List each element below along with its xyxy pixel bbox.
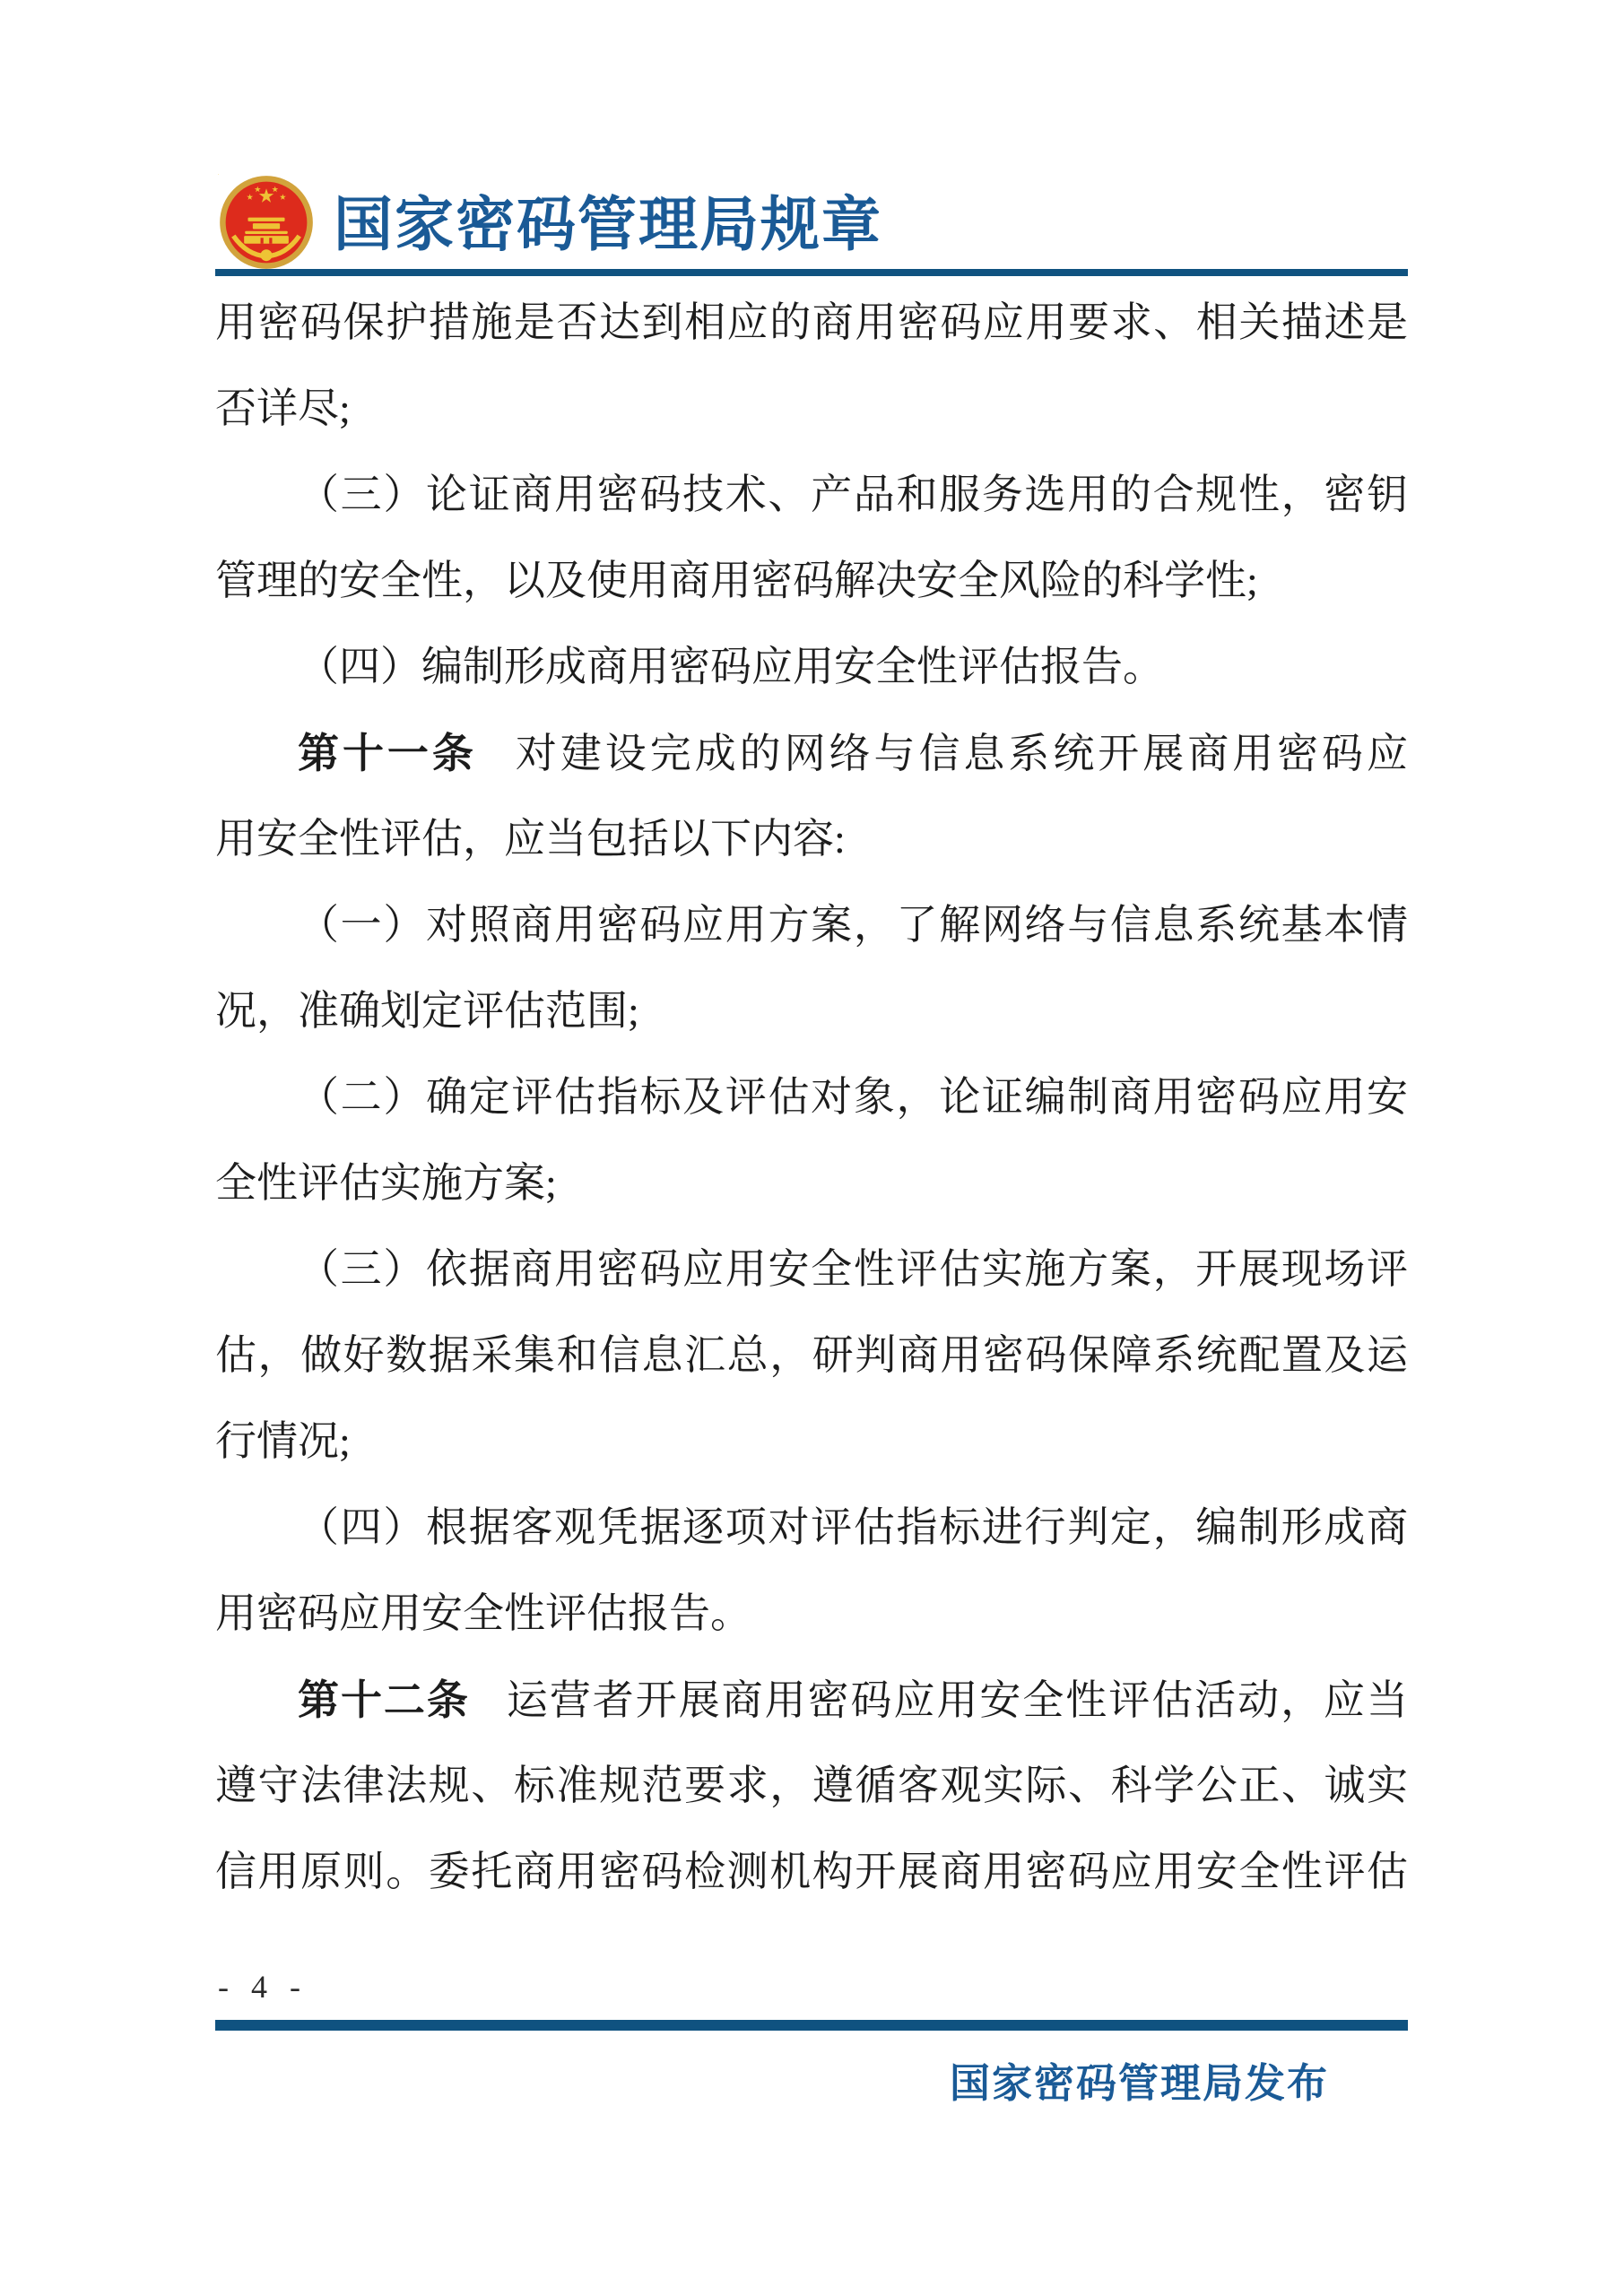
body-line — [215, 280, 1408, 366]
line-text: （三）依据商用密码应用安全性评估实施方案，开展现场评 — [298, 1246, 1408, 1292]
line-text: 估，做好数据采集和信息汇总，研判商用密码保障系统配置及运 — [215, 1332, 1408, 1378]
body-line — [215, 1829, 1408, 1915]
body-line — [215, 1054, 1408, 1140]
body-line — [215, 882, 1408, 968]
body-line — [215, 710, 1408, 796]
line-text: 遵守法律法规、标准规范要求，遵循客观实际、科学公正、诚实 — [215, 1763, 1408, 1808]
article-number-term: 第十二条 — [298, 1677, 470, 1723]
body-line — [215, 1399, 1408, 1485]
body-line — [215, 538, 1408, 624]
line-text: 对建设完成的网络与信息系统开展商用密码应 — [511, 731, 1409, 776]
line-text: （四）根据客观凭据逐项对评估指标进行判定，编制形成商 — [298, 1504, 1408, 1550]
line-text: 运营者开展商用密码应用安全性评估活动，应当 — [504, 1677, 1409, 1723]
line-text: 用密码保护措施是否达到相应的商用密码应用要求、相关描述是 — [215, 299, 1408, 345]
line-text: 用安全性评估，应当包括以下内容: — [215, 816, 846, 862]
body-line — [215, 1313, 1408, 1399]
line-text: （二）确定评估指标及评估对象，论证编制商用密码应用安 — [298, 1074, 1408, 1120]
body-line — [215, 624, 1408, 710]
body-line — [215, 796, 1408, 882]
header-rule — [215, 269, 1408, 276]
body-line — [215, 1743, 1408, 1829]
body-line — [215, 452, 1408, 538]
line-text: 全性评估实施方案; — [215, 1160, 557, 1206]
line-text: 管理的安全性，以及使用商用密码解决安全风险的科学性; — [215, 558, 1258, 603]
line-text: 况，准确划定评估范围; — [215, 988, 639, 1034]
line-text: （四）编制形成商用密码应用安全性评估报告。 — [298, 644, 1164, 689]
publisher-label: 国家密码管理局发布 — [949, 2061, 1329, 2106]
line-text: 信用原则。委托商用密码检测机构开展商用密码应用安全性评估 — [215, 1849, 1408, 1894]
document-body — [215, 280, 1408, 1915]
page-number: - 4 - — [218, 1969, 308, 2005]
line-text: 行情况; — [215, 1418, 351, 1464]
footer-rule — [215, 2020, 1408, 2031]
body-line — [215, 366, 1408, 452]
article-number-term: 第十一条 — [298, 730, 477, 776]
body-line — [215, 1485, 1408, 1571]
national-emblem-icon — [218, 174, 315, 271]
body-line — [215, 1140, 1408, 1226]
line-text: （三）论证商用密码技术、产品和服务选用的合规性，密钥 — [298, 472, 1408, 517]
line-text: 否详尽; — [215, 386, 351, 431]
header-title: 国家密码管理局规章 — [334, 193, 882, 258]
body-line — [215, 968, 1408, 1054]
body-line — [215, 1226, 1408, 1313]
line-text: （一）对照商用密码应用方案，了解网络与信息系统基本情 — [298, 902, 1408, 948]
body-line — [215, 1571, 1408, 1657]
body-line — [215, 1657, 1408, 1743]
line-text: 用密码应用安全性评估报告。 — [215, 1590, 751, 1636]
